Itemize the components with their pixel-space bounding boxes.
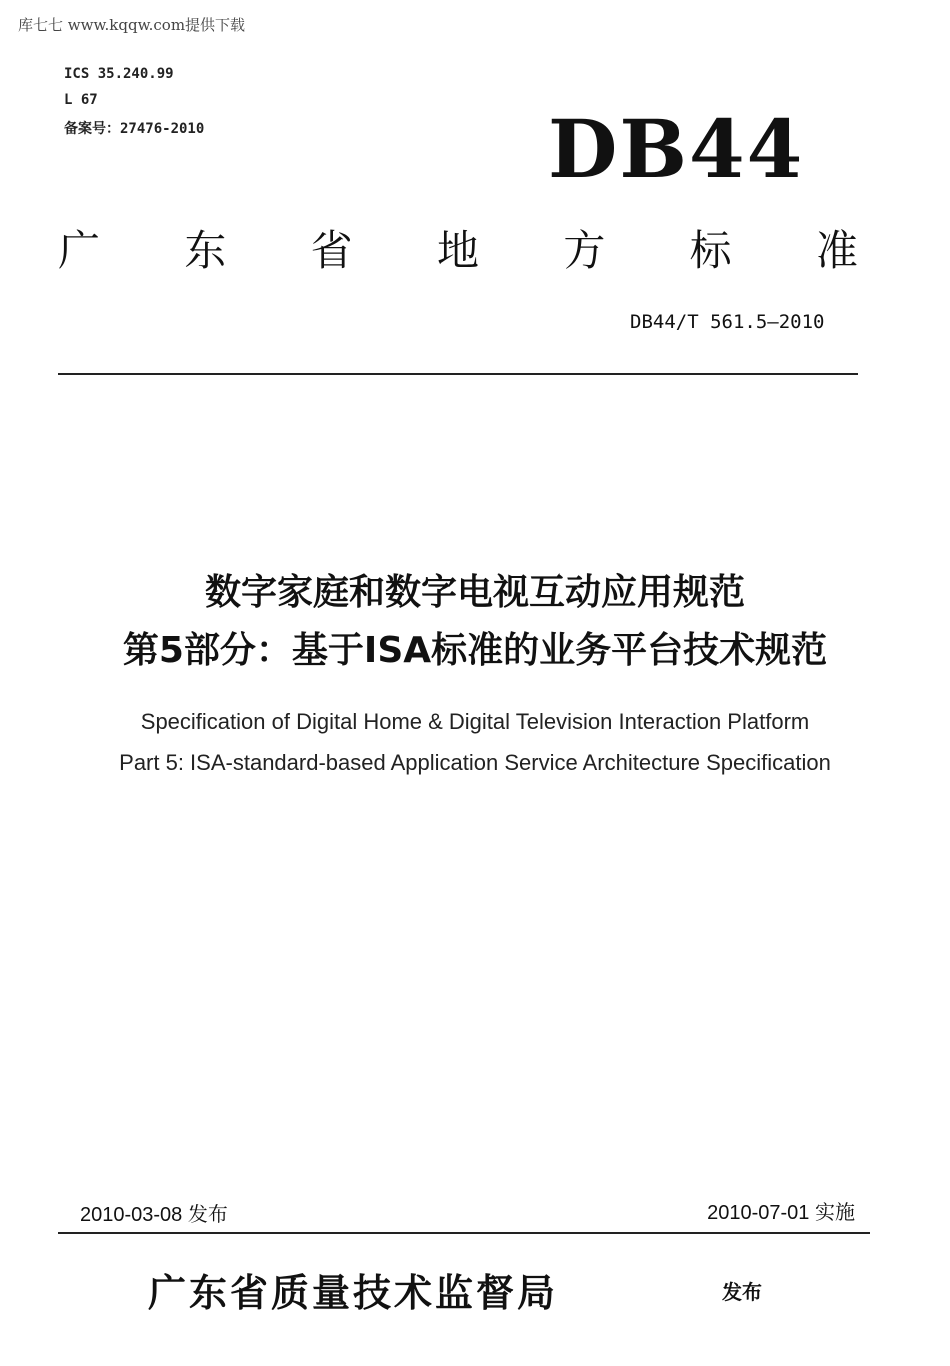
title-en-line1: Specification of Digital Home & Digital Television Interaction Platform bbox=[140, 709, 810, 734]
standard-number: DB44/T 561.5—2010 bbox=[630, 311, 825, 333]
db-code-logo: DB44 bbox=[548, 102, 805, 196]
issuer-action: 发布 bbox=[722, 1280, 762, 1304]
standard-type-heading bbox=[58, 218, 858, 278]
standard-type-char: 省 bbox=[310, 226, 353, 275]
standard-type-char: 标 bbox=[689, 226, 732, 275]
top-divider bbox=[58, 373, 858, 375]
ics-code: ICS 35.240.99 bbox=[64, 66, 174, 82]
implementation-date: 2010-07-01 实施 bbox=[707, 1202, 855, 1224]
standard-type-char: 广 bbox=[58, 226, 101, 275]
classification-code: L 67 bbox=[64, 92, 98, 108]
title-en-line2: Part 5: ISA-standard-based Application Service Architecture Specification bbox=[119, 750, 831, 775]
watermark-text: 库七七 www.kqqw.com提供下载 bbox=[18, 16, 246, 34]
standard-type-char: 东 bbox=[184, 226, 227, 275]
issue-date: 2010-03-08 发布 bbox=[80, 1204, 228, 1226]
standard-type-char: 方 bbox=[563, 226, 606, 275]
bottom-divider bbox=[58, 1232, 870, 1234]
standard-type-char: 准 bbox=[815, 226, 858, 275]
title-cn-line1: 数字家庭和数字电视互动应用规范 bbox=[204, 572, 745, 613]
issuer-name: 广东省质量技术监督局 bbox=[148, 1270, 559, 1315]
record-number: 备案号：27476-2010 bbox=[64, 121, 205, 137]
title-cn-line2: 第5部分：基于ISA标准的业务平台技术规范 bbox=[122, 630, 828, 671]
standard-type-char: 地 bbox=[436, 226, 479, 275]
